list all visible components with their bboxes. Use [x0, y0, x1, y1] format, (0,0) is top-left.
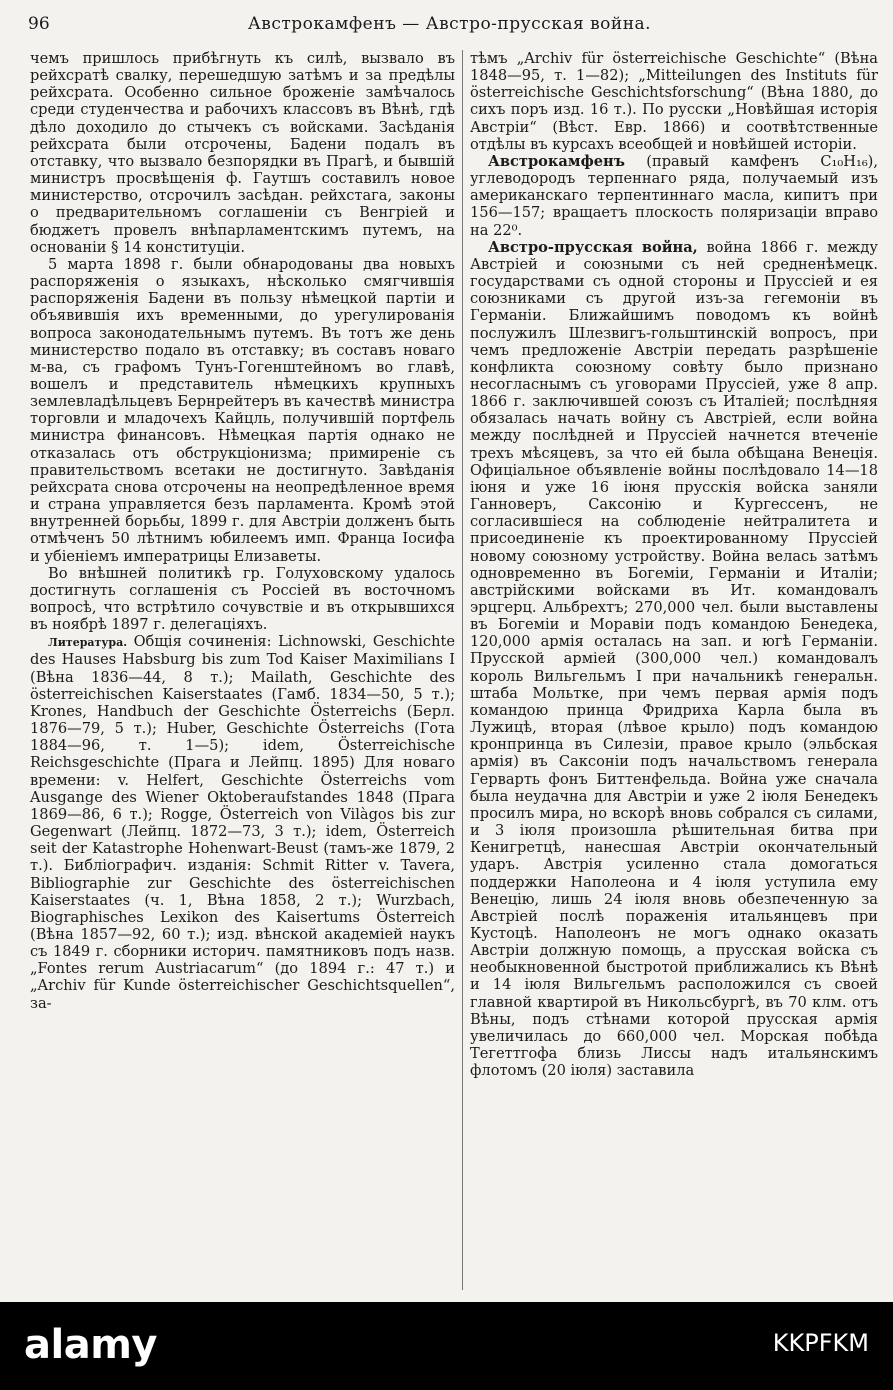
right-column: [470, 50, 878, 1079]
literature-label: Литература.: [48, 636, 128, 650]
paragraph-text: 5 марта 1898 г. были обнародованы два новыхъ распоряженія о языкахъ, нѣсколько смягчившія распоряженія Бадени въ пользу нѣмецкой партіи и объявившія ихъ временными, до урегулированія вопроса законодательнымъ путемъ. Въ тотъ же день министерство подало въ отставку; въ составъ новаго м-ва, съ графомъ Тунъ-Гогенштейномъ во главѣ, вошелъ и представитель нѣмецкихъ крупныхъ землевладѣльцевъ Бернрейтеръ въ качествѣ министра торговли и младочехъ Кайцль, получившій портфель министра финансовъ. Нѣмецкая партія однако не отказалась отъ обструкціонизма; примиреніе съ правительствомъ всетаки не достигнуто. Завѣданія рейхсрата снова отсрочены на неопредѣленное время и страна управляется безъ парламента. Кромѣ этой внутренней борьбы, 1899 г. для Австріи долженъ быть отмѣченъ 50 лѣтнимъ юбилеемъ имп. Франца Іосифа и убіеніемъ императрицы Елизаветы.: [30, 255, 455, 565]
literature-paragraph: [30, 633, 455, 1011]
paragraph: [470, 50, 878, 153]
entry-austro-prussian-war: [470, 239, 878, 1080]
paragraph: [30, 256, 455, 565]
entry-headword: Австро-прусская война,: [488, 238, 698, 256]
paragraph-text: война 1866 г. между Австріей и союзными съ ней средненѣмецк. государствами съ одной стороны и Пруссіей и ея союзниками съ другой изъ-за гегемоніи въ Германіи. Ближайшимъ поводомъ къ войнѣ послужилъ Шлезвигъ-гольштинскій вопросъ, при чемъ предложеніе Австріи передать разрѣшеніе конфликта союзному совѣту было признано несогласнымъ съ уговорами Пруссіей, уже 8 апр. 1866 г. заключившей союзъ съ Италіей; послѣдняя обязалась начать войну съ Австріей, если война между послѣдней и Пруссіей начнется втеченіе трехъ мѣсяцевъ, за что ей была обѣщана Венеція. Офиціальное объявленіе войны послѣдовало 14—18 іюня и уже 16 іюня прусскія войска заняли Ганноверъ, Саксонію и Кургессенъ, не согласившіеся на соблюденіе нейтралитета и присоединеніе къ проектированному Пруссіей новому союзному устройству. Война велась затѣмъ одновременно въ Богеміи, Германіи и Италіи; австрійскими войсками въ Ит. командовалъ эрцгерц. Альбрехтъ; 270,000 чел. были выставлены въ Богеміи и Моравіи подъ командою Бенедека, 120,000 армія осталась на зап. и югѣ Германіи. Прусской арміей (300,000 чел.) командовалъ король Вильгельмъ I при начальникѣ генеральн. штаба Мольтке, при чемъ первая армія подъ командою принца Фридриха Карла была въ Лужицѣ, вторая (лѣвое крыло) подъ командою кронпринца въ Силезіи, правое крыло (эльбская армія) въ Саксоніи подъ начальствомъ генерала Герварть фонъ Биттенфельда. Война уже сначала была неудачна для Австріи и уже 2 іюля Бенедекъ просилъ мира, но вскорѣ вновь собрался съ силами, и 3 іюля произошла рѣшительная битва при Кенигретцѣ, нанесшая Австріи окончательный ударъ. Австрія усиленно стала домогаться поддержки Наполеона и 4 іюля уступила ему Венецію, лишь 24 іюля вновь обезпеченную за Австріей послѣ пораженія итальянцевъ при Кустоцѣ. Наполеонъ не могъ однако оказать Австріи должную помощь, а прусская войска съ необыкновенной быстротой приближались къ Вѣнѣ и 14 іюля Вильгельмъ расположился съ своей главной квартирой въ Никольсбургѣ, въ 70 клм. отъ Вѣны, подъ стѣнами которой прусская армія увеличилась до 660,000 чел. Морская побѣда Тегеттгофа близь Лиссы надъ итальянскимъ флотомъ (20 іюля) заставила: [470, 238, 879, 1080]
running-title: Австрокамфенъ — Австро-прусская война.: [247, 14, 652, 34]
paragraph: [30, 565, 455, 634]
page-header: [28, 14, 871, 40]
paragraph-text: Общія сочиненія: Lichnowski, Geschichte des Hauses Habsburg bis zum Tod Kaiser Maximilians I (Вѣна 1836—44, 8 т.); Mailath, Geschichte des österreichischen Kaiserstaates (Гамб. 1834—50, 5 т.); Krones, Handbuch der Geschichte Österreichs (Берл. 1876—79, 5 т.); Huber, Geschichte Österreichs (Гота 1884—96, т. 1—5); idem, Österreichische Reichsgeschichte (Прага и Лейпц. 1895) Для новаго времени: v. Helfert, Geschichte Österreichs vom Ausgange des Wiener Oktoberaufstandes 1848 (Прага 1869—86, 6 т.); Rogge, Österreich von Vilàgos bis zur Gegenwart (Лейпц. 1872—73, 3 т.); idem, Österreich seit der Katastrophe Hohenwart-Beust (тамъ-же 1879, 2 т.). Библіографич. изданія: Schmit Ritter v. Tavera, Bibliographie zur Geschichte des österreichischen Kaiserstaates (ч. 1, Вѣна 1858, 2 т.); Wurzbach, Biographisches Lexikon des Kaisertums Österreich (Вѣна 1857—92, 60 т.); изд. вѣнской академіей наукъ съ 1849 г. сборники историч. памятниковъ подъ назв. „Fontes rerum Austriacarum“ (до 1894 г.: 47 т.) и „Archiv für Kunde österreichischer Geschichtsquellen“, за-: [30, 633, 456, 1012]
paragraph-text: (правый камфенъ C₁₀H₁₆), углеводородъ терпеннаго ряда, получаемый изъ американскаго терпентиннаго масла, кипитъ при 156—157; вращаетъ плоскость поляризаціи вправо на 22⁰.: [470, 152, 878, 239]
paragraph: [30, 50, 455, 256]
column-divider: [462, 50, 463, 1290]
paragraph-text: тѣмъ „Archiv für österreichische Geschichte“ (Вѣна 1848—95, т. 1—82); „Mitteilungen des Instituts für österreichische Geschichtsforschung“ (Вѣна 1880, до сихъ поръ изд. 16 т.). По русски „Новѣйшая исторія Австріи“ (Вѣст. Евр. 1866) и соотвѣтственные отдѣлы въ курсахъ всеобщей и новѣйшей исторіи.: [470, 50, 878, 153]
watermark-bar: [0, 1302, 893, 1390]
stock-image-id: KKPFKM: [772, 1329, 869, 1357]
paragraph-text: чемъ пришлось прибѣгнуть къ силѣ, вызвало въ рейхсратѣ свалку, перешедшую затѣмъ и за предѣлы рейхсрата. Особенно сильное броженіе замѣчалось среди студенчества и рабочихъ классовъ въ Вѣнѣ, гдѣ дѣло доходило до стычекъ съ войсками. Засѣданія рейхсрата были отсрочены, Бадени подалъ въ отставку, что вызвало безпорядки въ Прагѣ, и бывшій министръ просвѣщенія ф. Гаутшъ составилъ новое министерство, отсрочилъ засѣдан. рейхстага, законы о предварительномъ соглашеніи съ Венгріей и бюджетъ провелъ внѣпарламентскимъ путемъ, на основаніи § 14 конституціи.: [30, 50, 455, 256]
page-number: 96: [28, 14, 50, 34]
alamy-logo: alamy: [24, 1322, 157, 1368]
entry-austrocamphene: [470, 153, 878, 239]
left-column: [30, 50, 455, 1012]
entry-headword: Австрокамфенъ: [488, 152, 625, 170]
paragraph-text: Во внѣшней политикѣ гр. Голуховскому удалось достигнуть соглашенія съ Россіей въ восточномъ вопросѣ, что встрѣтило сочувствіе и въ открывшихся въ ноябрѣ 1897 г. делегаціяхъ.: [30, 564, 455, 634]
